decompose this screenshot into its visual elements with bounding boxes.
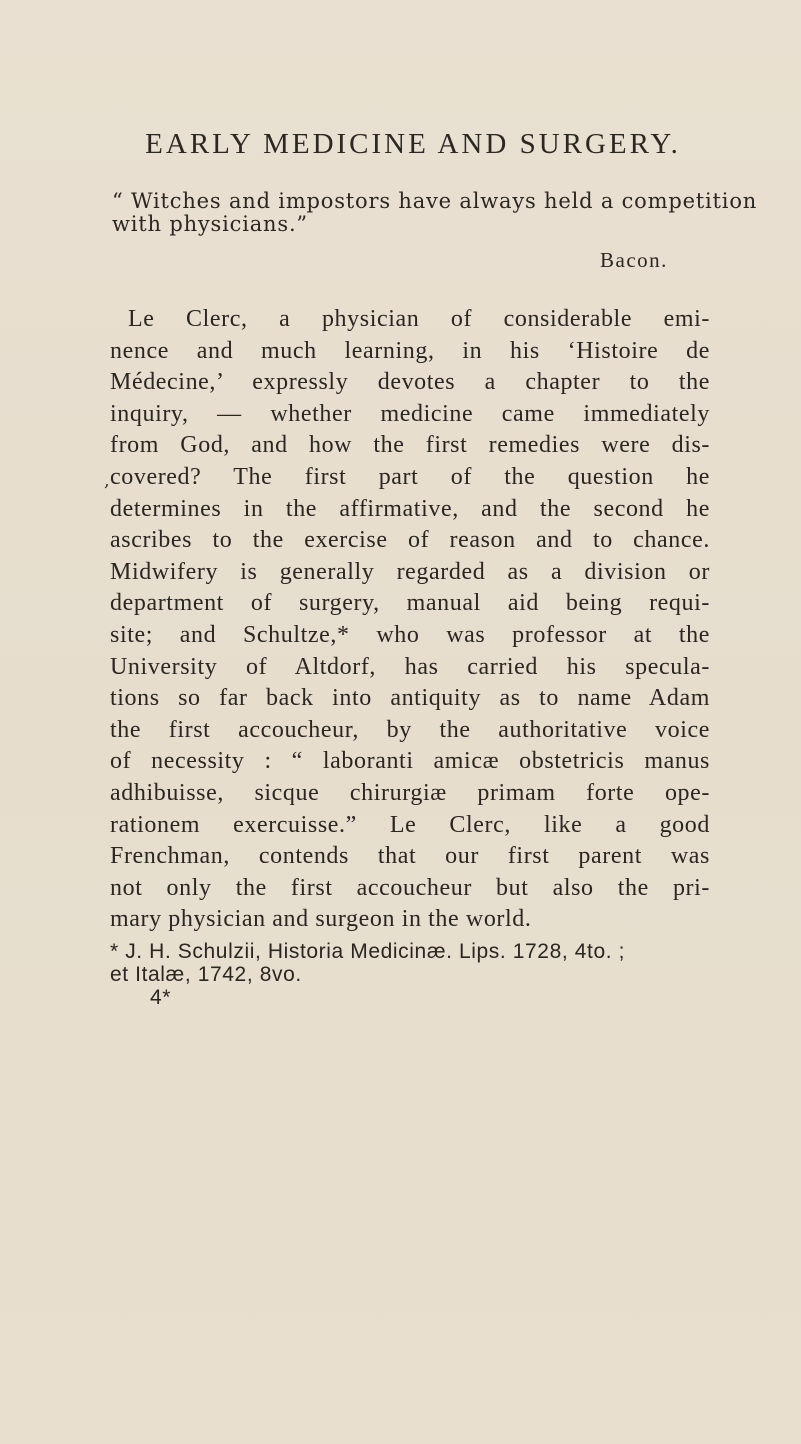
body-line: department of surgery, manual aid being requi- xyxy=(110,590,710,617)
body-line: Frenchman, contends that our first parent was xyxy=(110,843,710,870)
footnote-line: * J. H. Schulzii, Historia Medicinæ. Lips. 1728, 4to. ; xyxy=(110,940,626,963)
body-line: not only the first accoucheur but also the pri- xyxy=(110,874,710,901)
body-line: from God, and how the first remedies were dis- xyxy=(110,432,710,459)
body-line: covered? The first part of the question he xyxy=(110,463,710,490)
body-line: nence and much learning, in his ‘Histoire de xyxy=(110,337,710,364)
body-line: Médecine,’ expressly devotes a chapter to the xyxy=(110,369,710,396)
body-line: Midwifery is generally regarded as a division or xyxy=(110,558,710,585)
body-line: ascribes to the exercise of reason and to chance. xyxy=(110,527,710,554)
epigraph xyxy=(112,190,772,236)
body-line: Le Clerc, a physician of considerable emi- xyxy=(128,306,710,332)
signature-mark: 4* xyxy=(150,986,172,1009)
body-line: determines in the affirmative, and the second he xyxy=(110,495,710,522)
body-line: tions so far back into antiquity as to name Adam xyxy=(110,685,710,712)
body-line: the first accoucheur, by the authoritative voice xyxy=(110,716,710,743)
body-paragraph xyxy=(110,304,710,936)
footnote-line: et Italæ, 1742, 8vo. xyxy=(110,963,302,986)
body-line: of necessity : “ laboranti amicæ obstetricis manus xyxy=(110,748,710,775)
running-title: EARLY MEDICINE AND SURGERY. xyxy=(145,128,681,160)
epigraph-line: with physicians.” xyxy=(112,212,308,236)
footnote xyxy=(110,940,710,1009)
body-line: adhibuisse, sicque chirurgiæ primam forte ope- xyxy=(110,779,710,806)
epigraph-line: “ Witches and impostors have always held a competition xyxy=(112,189,758,213)
body-line: rationem exercuisse.” Le Clerc, like a good xyxy=(110,811,710,838)
body-line: University of Altdorf, has carried his specula- xyxy=(110,653,710,680)
body-line: mary physician and surgeon in the world. xyxy=(110,906,532,933)
body-line: inquiry, — whether medicine came immediately xyxy=(110,400,710,427)
margin-mark: , xyxy=(104,470,110,491)
body-line: site; and Schultze,* who was professor at the xyxy=(110,621,710,648)
epigraph-attribution: Bacon. xyxy=(600,248,668,272)
